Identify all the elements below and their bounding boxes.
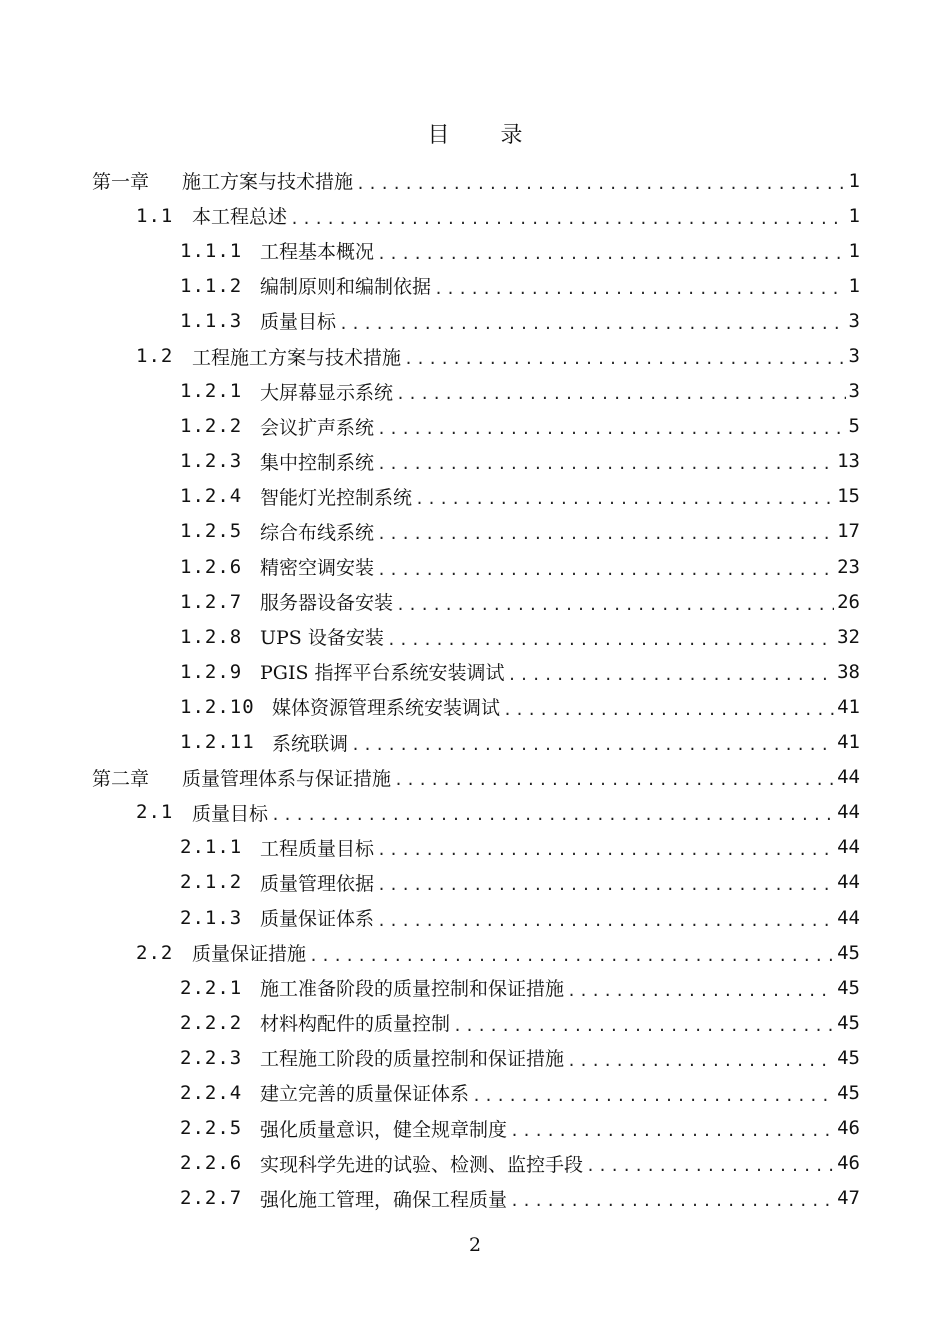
- toc-entry-number: 1.1.1: [180, 239, 243, 262]
- toc-entry-number: 1.2.2: [180, 415, 243, 438]
- toc-entry[interactable]: [92, 1111, 860, 1146]
- toc-entry-page: 44: [837, 766, 860, 789]
- toc-entry-title: 强化质量意识，健全规章制度: [260, 1118, 508, 1141]
- toc-entry-page: 45: [837, 1011, 860, 1034]
- toc-entry-number: 1.2.4: [180, 485, 243, 508]
- dot-leader: [586, 1157, 834, 1175]
- toc-entry-title: 工程基本概况: [260, 241, 375, 264]
- dot-leader: [434, 280, 846, 298]
- dot-leader: [508, 666, 835, 684]
- dot-leader: [415, 490, 834, 508]
- toc-entry-page: 1: [848, 239, 860, 262]
- toc-entry-title: 集中控制系统: [260, 451, 375, 474]
- toc-entry-title: 实现科学先进的试验、检测、监控手段: [260, 1153, 584, 1176]
- toc-entry-page: 17: [837, 520, 860, 543]
- dot-leader: [396, 385, 846, 403]
- toc-entry-title: 强化施工管理，确保工程质量: [260, 1188, 508, 1211]
- dot-leader: [356, 175, 846, 193]
- toc-entry[interactable]: [92, 1075, 860, 1110]
- toc-entry[interactable]: [92, 900, 860, 935]
- dot-leader: [377, 455, 834, 473]
- toc-entry-title: PGIS 指挥平台系统安装调试: [260, 662, 505, 685]
- toc-entry-page: 45: [837, 1081, 860, 1104]
- toc-entry-page: 47: [837, 1187, 860, 1210]
- toc-entry-title: 综合布线系统: [260, 521, 375, 544]
- toc-entry[interactable]: [92, 268, 860, 303]
- toc-entry-number: 第一章: [92, 171, 150, 194]
- toc-entry-number: 1.2.3: [180, 450, 243, 473]
- dot-leader: [453, 1017, 834, 1035]
- dot-leader: [404, 350, 846, 368]
- toc-entry-title: 建立完善的质量保证体系: [260, 1083, 470, 1106]
- toc-entry-title: 施工准备阶段的质量控制和保证措施: [260, 978, 565, 1001]
- toc-entry-page: 44: [837, 906, 860, 929]
- toc-entry[interactable]: [92, 303, 860, 338]
- toc-entry-page: 15: [837, 485, 860, 508]
- toc-entry-page: 45: [837, 976, 860, 999]
- toc-entry-title: 智能灯光控制系统: [260, 486, 413, 509]
- toc-entry-page: 44: [837, 871, 860, 894]
- toc-entry[interactable]: [92, 374, 860, 409]
- dot-leader: [377, 525, 834, 543]
- toc-entry-number: 2.2.5: [180, 1117, 243, 1140]
- toc-entry[interactable]: [92, 1181, 860, 1216]
- toc-entry[interactable]: [92, 1146, 860, 1181]
- toc-entry-title: 精密空调安装: [260, 557, 375, 580]
- toc-entry-title: 工程质量目标: [260, 837, 375, 860]
- toc-entry-page: 44: [837, 836, 860, 859]
- dot-leader: [271, 806, 834, 824]
- toc-entry-title: 大屏幕显示系统: [260, 381, 394, 404]
- toc-entry[interactable]: [92, 198, 860, 233]
- toc-entry-title: 质量保证体系: [260, 908, 375, 931]
- toc-entry-page: 3: [848, 345, 860, 368]
- page-number: 2: [468, 1234, 482, 1256]
- toc-entry-title: 服务器设备安装: [260, 592, 394, 615]
- dot-leader: [394, 771, 834, 789]
- dot-leader: [503, 701, 834, 719]
- toc-entry-number: 2.1.3: [180, 906, 243, 929]
- toc-entry-title: 施工方案与技术措施: [182, 171, 354, 194]
- toc-entry-page: 3: [848, 380, 860, 403]
- toc-entry-page: 41: [837, 731, 860, 754]
- toc-entry[interactable]: [92, 479, 860, 514]
- toc-entry[interactable]: [92, 163, 860, 198]
- dot-leader: [472, 1087, 834, 1105]
- dot-leader: [567, 982, 834, 1000]
- toc-entry[interactable]: [92, 725, 860, 760]
- toc-entry[interactable]: [92, 795, 860, 830]
- toc-entry-number: 2.2.6: [180, 1152, 243, 1175]
- toc-entry-page: 1: [848, 169, 860, 192]
- toc-entry-number: 1.2.9: [180, 660, 243, 683]
- toc-entry[interactable]: [92, 514, 860, 549]
- toc-entry-page: 46: [837, 1152, 860, 1175]
- toc-entry-number: 2.2.4: [180, 1081, 243, 1104]
- toc-entry-title: 质量保证措施: [192, 943, 307, 966]
- dot-leader: [396, 596, 834, 614]
- toc-entry-page: 13: [837, 450, 860, 473]
- toc-entry-title: 编制原则和编制依据: [260, 276, 432, 299]
- toc-entry-page: 32: [837, 625, 860, 648]
- dot-leader: [510, 1122, 834, 1140]
- dot-leader: [377, 420, 846, 438]
- toc-entry[interactable]: [92, 584, 860, 619]
- toc-entry-number: 1.2.5: [180, 520, 243, 543]
- toc-entry[interactable]: [92, 233, 860, 268]
- dot-leader: [377, 561, 834, 579]
- toc-entry-number: 2.2.2: [180, 1011, 243, 1034]
- toc-entry-number: 1.1.2: [180, 274, 243, 297]
- toc-entry-title: 质量目标: [260, 311, 337, 334]
- toc-entry-number: 1.2.7: [180, 590, 243, 613]
- toc-entry-number: 1.2: [136, 345, 174, 368]
- toc-entry[interactable]: [92, 830, 860, 865]
- toc-entry[interactable]: [92, 338, 860, 373]
- toc-entry[interactable]: [92, 619, 860, 654]
- dot-leader: [351, 736, 834, 754]
- toc-entry-number: 2.2: [136, 941, 174, 964]
- toc-entry-page: 45: [837, 941, 860, 964]
- toc-entry-page: 1: [848, 274, 860, 297]
- toc-entry-number: 1.2.1: [180, 380, 243, 403]
- toc-entry-title: 质量管理依据: [260, 872, 375, 895]
- toc-entry[interactable]: [92, 409, 860, 444]
- dot-leader: [510, 1192, 834, 1210]
- toc-entry-page: 23: [837, 555, 860, 578]
- toc-entry-title: 本工程总述: [192, 206, 288, 229]
- toc-entry-title: 工程施工方案与技术措施: [192, 346, 402, 369]
- toc-entry-page: 45: [837, 1046, 860, 1069]
- toc-entry-title: 质量目标: [192, 802, 269, 825]
- dot-leader: [339, 315, 846, 333]
- toc-entry[interactable]: [92, 1005, 860, 1040]
- toc-entry-number: 1.2.11: [180, 731, 255, 754]
- dot-leader: [567, 1052, 834, 1070]
- toc-entry[interactable]: [92, 654, 860, 689]
- toc-entry[interactable]: [92, 1040, 860, 1075]
- toc-entry-page: 38: [837, 660, 860, 683]
- toc-entry-title: UPS 设备安装: [260, 627, 384, 650]
- toc-entry-number: 2.2.7: [180, 1187, 243, 1210]
- toc-entry[interactable]: [92, 689, 860, 724]
- toc-entry-number: 2.2.3: [180, 1046, 243, 1069]
- toc-entry-number: 1.1: [136, 204, 174, 227]
- toc-entry-page: 1: [848, 204, 860, 227]
- toc-entry-page: 26: [837, 590, 860, 613]
- table-of-contents: [92, 163, 860, 1216]
- dot-leader: [387, 631, 834, 649]
- toc-entry-page: 46: [837, 1117, 860, 1140]
- toc-entry-number: 2.1.1: [180, 836, 243, 859]
- toc-entry-title: 材料构配件的质量控制: [260, 1013, 451, 1036]
- toc-entry[interactable]: [92, 865, 860, 900]
- dot-leader: [290, 210, 846, 228]
- dot-leader: [377, 245, 846, 263]
- toc-entry-title: 媒体资源管理系统安装调试: [272, 697, 501, 720]
- toc-entry-number: 1.2.8: [180, 625, 243, 648]
- toc-entry-number: 2.2.1: [180, 976, 243, 999]
- toc-entry-number: 2.1.2: [180, 871, 243, 894]
- toc-entry[interactable]: [92, 970, 860, 1005]
- toc-entry-title: 会议扩声系统: [260, 416, 375, 439]
- toc-entry-title: 工程施工阶段的质量控制和保证措施: [260, 1048, 565, 1071]
- toc-entry[interactable]: [92, 444, 860, 479]
- toc-entry-title: 系统联调: [272, 732, 349, 755]
- toc-entry[interactable]: [92, 549, 860, 584]
- toc-entry-title: 质量管理体系与保证措施: [182, 767, 392, 790]
- page-title: 目 录: [427, 123, 545, 148]
- toc-entry-page: 3: [848, 309, 860, 332]
- toc-entry-page: 41: [837, 695, 860, 718]
- dot-leader: [309, 947, 834, 965]
- toc-entry-number: 1.2.6: [180, 555, 243, 578]
- dot-leader: [377, 912, 834, 930]
- toc-entry-page: 5: [848, 415, 860, 438]
- toc-entry-number: 第二章: [92, 767, 150, 790]
- toc-entry-number: 1.2.10: [180, 695, 255, 718]
- dot-leader: [377, 876, 834, 894]
- toc-entry-number: 2.1: [136, 801, 174, 824]
- dot-leader: [377, 841, 834, 859]
- toc-entry-page: 44: [837, 801, 860, 824]
- toc-entry[interactable]: [92, 935, 860, 970]
- toc-entry-number: 1.1.3: [180, 309, 243, 332]
- toc-entry[interactable]: [92, 760, 860, 795]
